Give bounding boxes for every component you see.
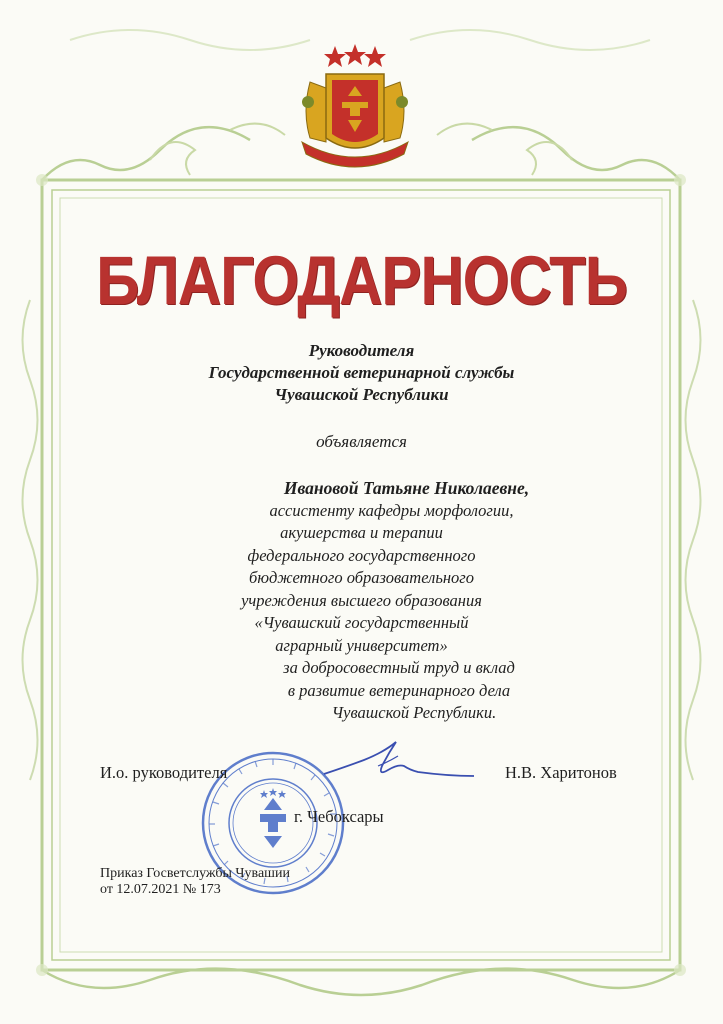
recipient-block <box>0 477 723 725</box>
recipient-line: «Чувашский государственный <box>254 613 469 632</box>
order-reference: Приказ Госветслужбы Чувашии <box>100 866 290 881</box>
recipient-line: акушерства и терапии <box>280 523 443 542</box>
declared-text: объявляется <box>316 432 407 451</box>
issuer-block <box>0 340 723 406</box>
recipient-line: бюджетного образовательного <box>249 568 474 587</box>
issuer-line: Чувашской Республики <box>274 385 449 404</box>
recipient-line: федерального государственного <box>247 545 476 565</box>
order-date-number: от 12.07.2021 № 173 <box>100 882 221 897</box>
reason-line: в развитие ветеринарного дела <box>287 680 511 700</box>
reason-line: Чувашской Республики. <box>331 703 497 722</box>
reason-line: за добросовестный труд и вклад <box>283 658 515 677</box>
recipient-line: ассистенту кафедры морфологии, <box>269 500 514 520</box>
city-label: г. Чебоксары <box>294 807 384 826</box>
recipient-name: Ивановой Татьяне Николаевне, <box>283 478 530 498</box>
chuvash-republic-emblem-icon <box>288 42 422 174</box>
recipient-line: учреждения высшего образования <box>241 590 482 610</box>
issuer-line: Руководителя <box>308 341 415 360</box>
issuer-line: Государственной ветеринарной службы <box>208 363 515 382</box>
certificate-title: БЛАГОДАРНОСТЬ <box>96 241 627 320</box>
signatory-name: Н.В. Харитонов <box>505 763 617 782</box>
recipient-line: аграрный университет» <box>275 635 448 655</box>
signatory-role: И.о. руководителя <box>100 763 228 782</box>
handwritten-signature-icon <box>318 736 478 786</box>
